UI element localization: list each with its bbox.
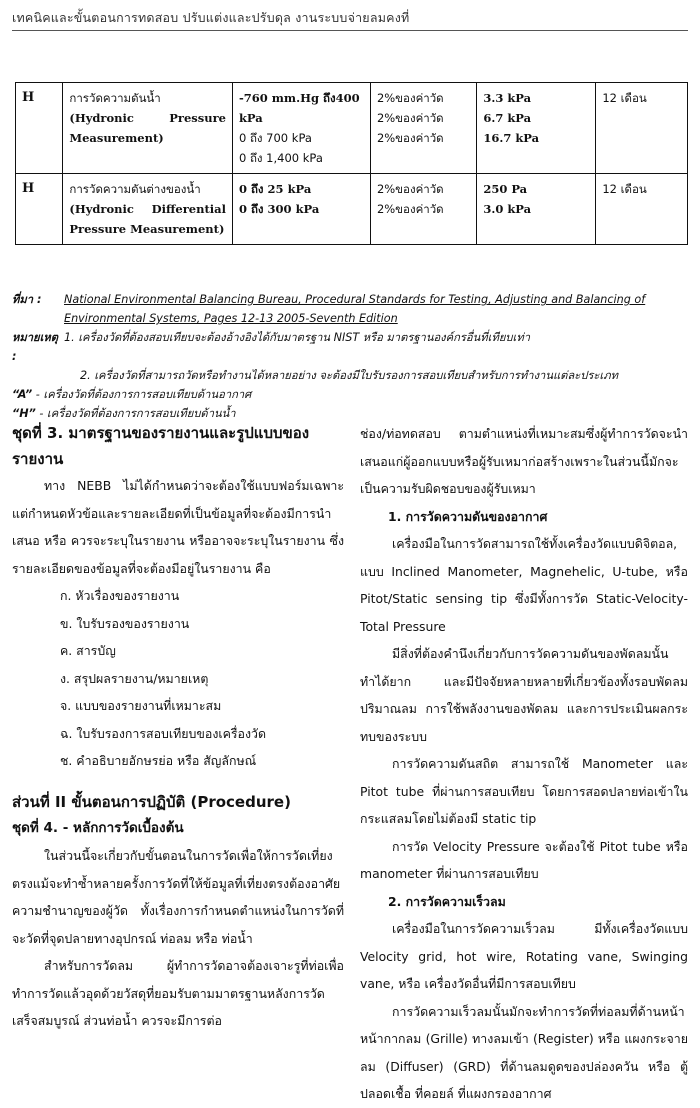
measurement-name-en: (Hydronic — [69, 111, 134, 125]
range-value: 0 ถึง 1,400 kPa — [238, 151, 323, 165]
right-column — [360, 420, 688, 1108]
list-item: จ. แบบของรายงานที่เหมาะสม — [60, 698, 222, 713]
source-citation: National Environmental Balancing Bureau, Procedural Standards for Testing, Adjusting and Balancing of — [64, 293, 646, 306]
measurement-name — [63, 83, 233, 174]
subsection-heading: 2. การวัดความเร็วลม — [388, 893, 506, 909]
remark-item: 2. เครื่องวัดที่สามารถวัดหรือทำงานได้หลายอย่าง จะต้องมีใบรับรองการสอบเทียบสำหรับการทำงานแต่ละประเภท — [80, 369, 618, 382]
paragraph: ทาง NEBB ไม่ได้กำหนดว่าจะต้องใช้แบบฟอร์มเฉพาะ แต่กำหนดหัวข้อและรายละเอียดที่เป็นข้อมูลที่จะต้องมีการนำเสนอ หรือ ควรจะระบุในรายงาน หรืออาจจะระบุในรายงาน ซึ่งรายละเอียดของข้อมูลที่จะต้องมีอยู่ในรายงาน คือ — [12, 478, 344, 576]
paragraph: การวัดความเร็วลมนั้นมักจะทำการวัดที่ท่อลมที่ด้านหน้าหน้ากากลม (Grille) ทางลมเข้า (Register) หรือ แผงกระจายลม (Diffuser) (GRD) ที่ด้านลมดูดของปล่องควัน หรือ ตู้ปลอดเชื้อ ที่คอยล์ ที่แผงกรองอากาศ — [360, 1003, 688, 1101]
range-value: 0 ถึง 300 kPa — [238, 202, 320, 216]
instrument-table — [15, 82, 688, 245]
row-code: H — [16, 174, 63, 245]
paragraph: การวัด Velocity Pressure จะต้องใช้ Pitot tube หรือ manometer ที่ผ่านการสอบเทียบ — [360, 838, 688, 881]
resolution-value: 16.7 kPa — [483, 131, 540, 145]
paragraph: สำหรับการวัดลม ผู้ทำการวัดอาจต้องเจาะรูที่ท่อเพื่อทำการวัดแล้วอุดด้วยวัสดุที่ยอมรับตามมาตรฐานหลังการวัดเสร็จสมบูรณ์ ส่วนท่อน้ำ ควรจะมีการต่อ — [12, 958, 344, 1028]
measurement-name-th: การวัดความดันน้ำ — [69, 91, 161, 105]
resolution-value: 250 Pa — [483, 182, 528, 196]
accuracy-value: 2%ของค่าวัด — [376, 182, 444, 196]
measurement-name-en: Differential — [151, 202, 226, 216]
measurement-name-en: (Hydronic — [69, 202, 134, 216]
remark-item: 1. เครื่องวัดที่ต้องสอบเทียบจะต้องอ้างอิงได้กับมาตรฐาน NIST หรือ มาตรฐานองค์กรอื่นที่เทียบเท่า — [64, 331, 530, 344]
paragraph: การวัดความดันสถิต สามารถใช้ Manometer และ Pitot tube ที่ผ่านการสอบเทียบ โดยการสอดปลายท่อเข้าในกระแสลมโดยไม่ต้องมี static tip — [360, 756, 688, 826]
legend-key: “H” — [12, 407, 36, 420]
accuracy-value: 2%ของค่าวัด — [376, 131, 444, 145]
measurement-name — [63, 174, 233, 245]
remark-label: หมายเหตุ : — [12, 331, 59, 363]
subsection-heading: 1. การวัดความดันของอากาศ — [388, 508, 548, 524]
calibration-interval: 12 เดือน — [596, 174, 688, 245]
list-item: ฉ. ใบรับรองการสอบเทียบของเครื่องวัด — [60, 725, 267, 741]
running-header: เทคนิคและขั้นตอนการทดสอบ ปรับแต่งและปรับดุล งานระบบจ่ายลมคงที่ — [12, 10, 410, 25]
measurement-name-en: Pressure Measurement) — [69, 222, 225, 236]
paragraph: ช่อง/ท่อทดสอบ ตามตำแหน่งที่เหมาะสมซึ่งผู้ทำการวัดจะนำเสนอแก่ผู้ออกแบบหรือผู้รับเหมาก่อสร้างเพราะในส่วนนี้มักจะเป็นความรับผิดชอบของผู้รับเหมา — [360, 426, 688, 496]
list-item: ช. คำอธิบายอักษรย่อ หรือ สัญลักษณ์ — [60, 753, 257, 768]
part-heading: ส่วนที่ II ขั้นตอนการปฏิบัติ (Procedure) — [12, 792, 291, 811]
resolution-value: 3.3 kPa — [483, 91, 532, 105]
paragraph: ในส่วนนี้จะเกี่ยวกับขั้นตอนในการวัดเพื่อให้การวัดเที่ยงตรงแม้จะทำซ้ำหลายครั้งการวัดที่ให้ข้อมูลที่เที่ยงตรงต้องอาศัยความชำนาญของผู้วัด ทั้งเรื่องการกำหนดตำแหน่งในการวัดที่จะวัดที่จุดปลายทางอุปกรณ์ ท่อลม หรือ ท่อน้ำ — [12, 848, 344, 946]
list-item: ค. สารบัญ — [60, 643, 116, 658]
range-value: 0 ถึง 25 kPa — [238, 182, 312, 196]
list-item: ก. หัวเรื่องของรายงาน — [60, 588, 180, 603]
source-sep: : — [36, 293, 42, 306]
list-item: ง. สรุปผลรายงาน/หมายเหตุ — [60, 670, 209, 686]
section-heading: ชุดที่ 3. มาตรฐานของรายงานและรูปแบบของรายงาน — [12, 424, 310, 468]
measurement-name-en: Pressure — [169, 111, 226, 125]
list-item: ข. ใบรับรองของรายงาน — [60, 615, 190, 631]
paragraph: เครื่องมือในการวัดความเร็วลม มีทั้งเครื่องวัดแบบ Velocity grid, hot wire, Rotating vane, Swinging vane, หรือ เครื่องวัดอื่นที่มีการสอบเทียบ — [360, 921, 688, 991]
measurement-name-th: การวัดความดันต่างของน้ำ — [69, 182, 201, 196]
paragraph: เครื่องมือในการวัดสามารถใช้ทั้งเครื่องวัดแบบดิจิตอล, แบบ Inclined Manometer, Magnehelic, U-tube, หรือ Pitot/Static sensing tip ซึ่งมีทั้งการวัด Static-Velocity-Total Pressure — [360, 536, 688, 634]
section-heading: ชุดที่ 4. - หลักการวัดเบื้องต้น — [12, 819, 184, 836]
row-code: H — [16, 83, 63, 174]
paragraph: มีสิ่งที่ต้องคำนึงเกี่ยวกับการวัดความดันของพัดลมนั้นทำได้ยาก และมีปัจจัยหลายหลายที่เกี่ยวข้องทั้งรอบพัดลม ปริมาณลม การใช้พลังงานของพัดลม และการประเมินผลกระทบของระบบ — [360, 646, 688, 744]
range-value: 0 ถึง 700 kPa — [238, 131, 312, 145]
table-notes — [12, 290, 688, 423]
header-rule — [12, 30, 688, 31]
measurement-name-en: Measurement) — [69, 131, 164, 145]
measurement-resolution — [477, 83, 596, 174]
source-citation: Environmental Systems, Pages 12-13 2005-Seventh Edition — [64, 312, 398, 325]
legend-key: “A” — [12, 388, 33, 401]
legend-text: - เครื่องวัดที่ต้องการการสอบเทียบด้านอากาศ — [32, 388, 252, 401]
accuracy-value: 2%ของค่าวัด — [376, 111, 444, 125]
left-column — [12, 420, 344, 1035]
source-label: ที่มา — [12, 293, 34, 306]
resolution-value: 6.7 kPa — [483, 111, 532, 125]
calibration-interval: 12 เดือน — [596, 83, 688, 174]
accuracy-value: 2%ของค่าวัด — [376, 202, 444, 216]
resolution-value: 3.0 kPa — [483, 202, 532, 216]
measurement-range — [232, 83, 370, 174]
table-row — [16, 174, 688, 245]
legend-text: - เครื่องวัดที่ต้องการการสอบเทียบด้านน้ำ — [35, 407, 236, 420]
measurement-resolution — [477, 174, 596, 245]
measurement-range — [232, 174, 370, 245]
measurement-accuracy — [370, 83, 476, 174]
range-value: -760 mm.Hg ถึง400 kPa — [238, 91, 360, 125]
accuracy-value: 2%ของค่าวัด — [376, 91, 444, 105]
measurement-accuracy — [370, 174, 476, 245]
table-row — [16, 83, 688, 174]
